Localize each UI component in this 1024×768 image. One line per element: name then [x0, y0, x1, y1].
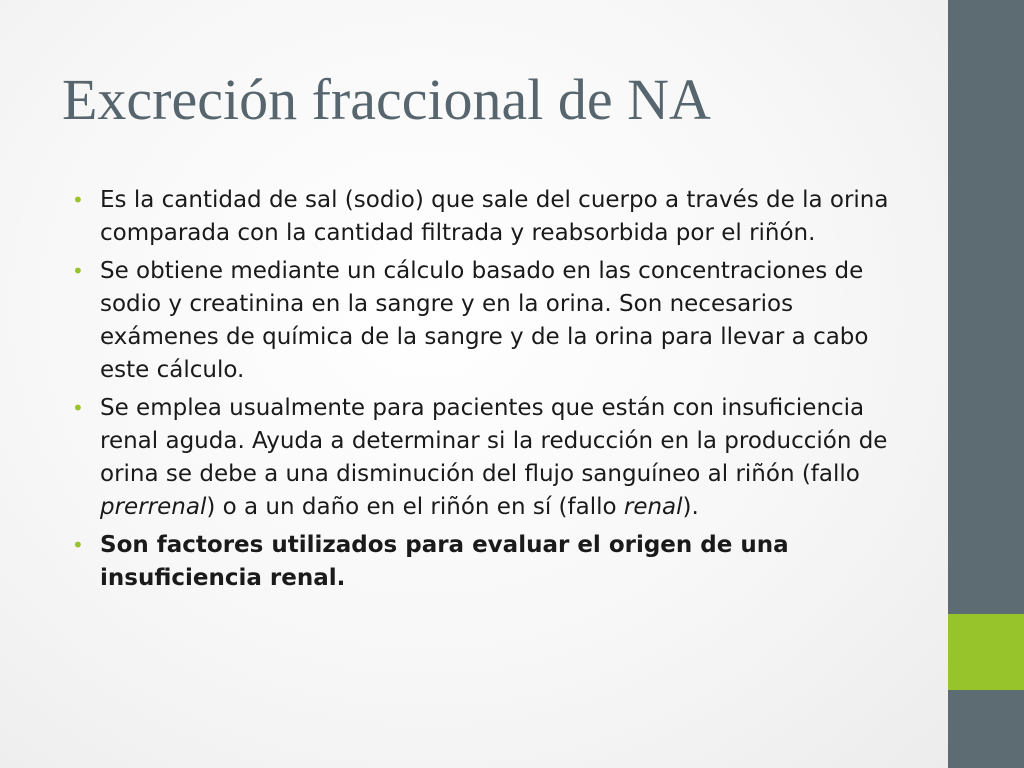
bullet-item: [72, 529, 892, 595]
bullet-text: Se obtiene mediante un cálculo basado en las concentraciones de sodio y creatinina en la sangre y en la orina. Son necesarios exámenes de química de la sangre y de la orina para llevar a cabo este cálculo.: [100, 258, 869, 383]
bullet-text-bold: Son factores utilizados para evaluar el origen de una insuficiencia renal.: [100, 532, 789, 591]
bullet-text: Es la cantidad de sal (sodio) que sale del cuerpo a través de la orina comparada con la cantidad filtrada y reabsorbida por el riñón.: [100, 187, 889, 246]
bullet-dot-icon: •: [72, 396, 84, 420]
bullet-list: [72, 184, 892, 600]
bullet-text-part: ).: [682, 494, 699, 520]
bullet-text-italic: renal: [623, 494, 683, 520]
bullet-dot-icon: •: [72, 188, 84, 212]
slide-title: Excreción fraccional de NA: [62, 67, 711, 132]
bullet-text-part: Se emplea usualmente para pacientes que están con insuficiencia renal aguda. Ayuda a determinar si la reducción en la producción de orina se debe a una disminución del flujo sanguíneo al riñón (fallo: [100, 395, 888, 487]
bullet-text-part: ) o a un daño en el riñón en sí (fallo: [206, 494, 624, 520]
bullet-item: [72, 392, 892, 524]
bullet-text-italic: prerrenal: [100, 494, 207, 520]
bullet-dot-icon: •: [72, 533, 84, 557]
bullet-dot-icon: •: [72, 259, 84, 283]
bullet-item: [72, 184, 892, 250]
sidebar-accent-block: [948, 614, 1024, 690]
bullet-item: [72, 255, 892, 387]
